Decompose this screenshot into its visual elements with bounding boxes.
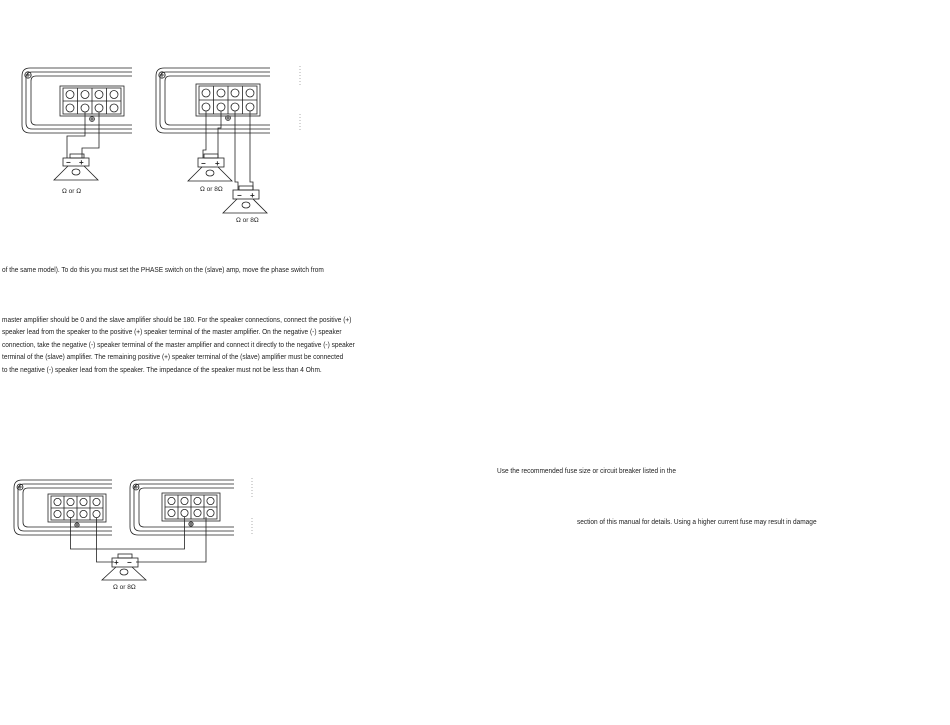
polarity-plus: + [79,158,84,167]
text-line: master amplifier should be 0 and the slave amplifier should be 180. For the speaker connections, connect the positive (+) [2,315,352,324]
screw-icon [159,72,165,78]
wiring-diagram-stereo [0,0,460,240]
speaker-icon [102,554,146,580]
amplifier-2-chassis [130,480,234,535]
polarity-plus: + [114,558,119,567]
speaker-impedance-label: Ω or 8Ω [236,217,259,224]
text-line: terminal of the (slave) amplifier. The remaining positive (+) speaker terminal of the (slave) amplifier must be connected [2,352,344,362]
bridge-instruction-text [2,314,355,376]
polarity-minus: − [201,159,206,168]
wire [235,111,238,190]
fuse-note-line-2 [577,516,817,528]
wire [250,111,253,190]
speaker-impedance-label: Ω or 8Ω [200,186,223,193]
phase-instruction-text [2,264,324,276]
amplifier-2-chassis [156,68,270,133]
text-line: to the negative (-) speaker lead from the speaker. The impedance of the speaker must not be less than 4 Ohm. [2,364,322,374]
wiring-diagram-bridged [0,470,300,600]
text-line: Use the recommended fuse size or circuit breaker listed in the [497,466,676,475]
amplifier-1-chassis [22,68,132,133]
wire [203,111,206,158]
text-line: speaker lead from the speaker to the positive (+) speaker terminal of the master amplifier. On the negative (-) speaker [2,327,342,337]
wire [97,518,115,562]
speaker-impedance-label: Ω or Ω [62,188,82,195]
text-line: of the same model). To do this you must set the PHASE switch on the (slave) amp, move the phase switch from [2,265,324,274]
text-line: section of this manual for details. Using a higher current fuse may result in damage [577,517,817,526]
polarity-plus: + [215,159,220,168]
speaker-icon [188,154,232,181]
speaker-icon [54,154,98,180]
screw-icon [25,72,31,78]
amplifier-1-chassis [14,480,112,535]
terminal-block [162,493,220,526]
polarity-minus: − [127,558,132,567]
text-line: connection, take the negative (-) speaker terminal of the master amplifier and connect it directly to the negative (-) speaker [2,339,355,349]
polarity-minus: − [237,191,242,200]
speaker-impedance-label: Ω or 8Ω [113,584,136,591]
polarity-minus: − [66,158,71,167]
polarity-plus: + [250,191,255,200]
speaker-icon [223,186,267,213]
screw-icon [133,484,139,490]
wire [218,111,221,158]
terminal-block [60,86,124,121]
terminal-block [48,494,106,527]
wire [136,517,206,562]
screw-icon [17,484,23,490]
fuse-note-line-1 [497,465,676,477]
